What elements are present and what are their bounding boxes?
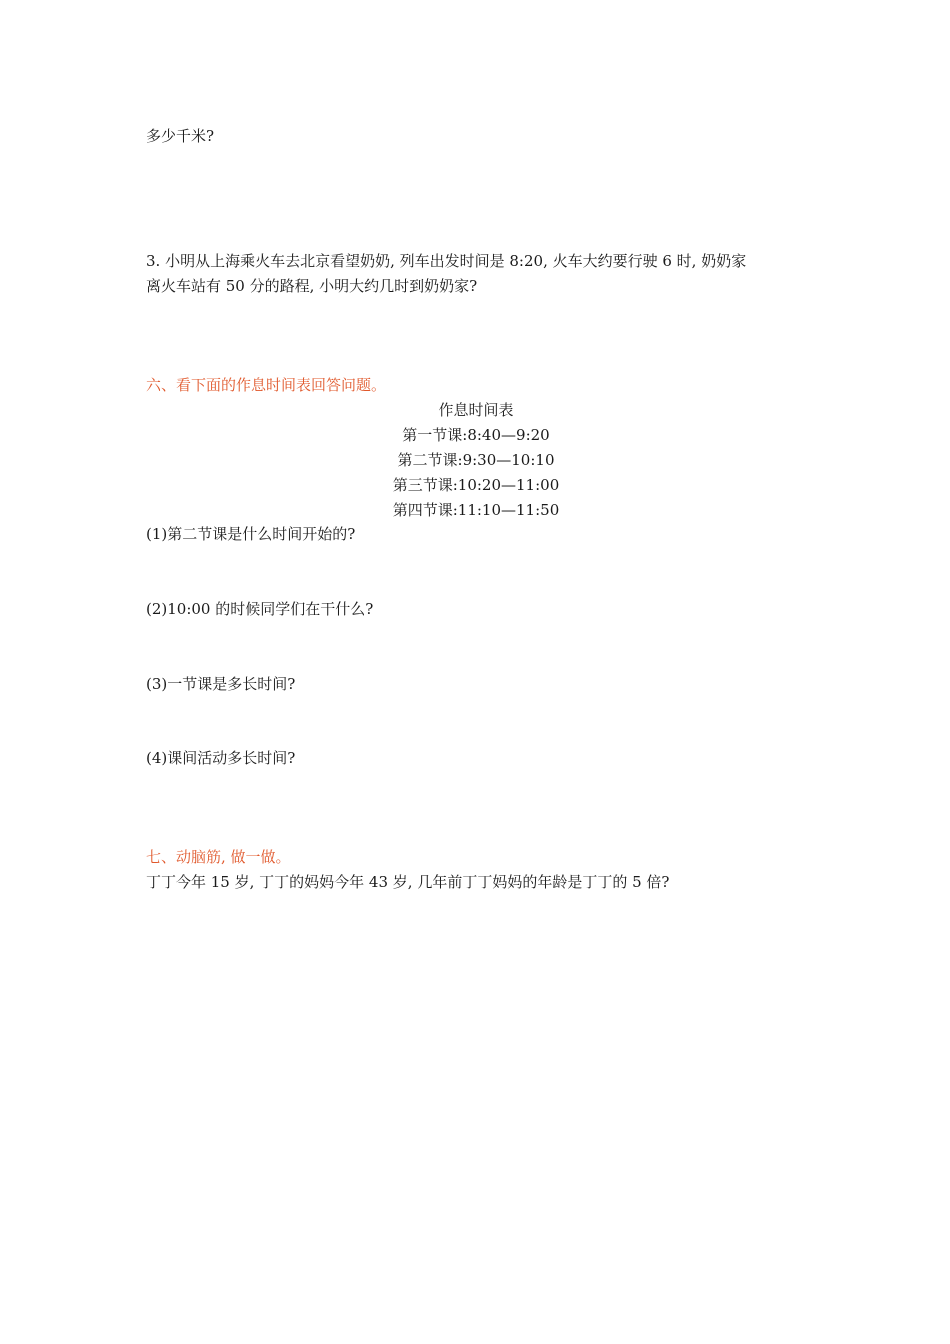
problem-3-line-1: 3. 小明从上海乘火车去北京看望奶奶, 列车出发时间是 8:20, 火车大约要行驶 6 时, 奶奶家	[146, 252, 747, 270]
section-7-heading: 七、动脑筋, 做一做。	[146, 848, 291, 866]
question-2: (2)10:00 的时候同学们在干什么?	[146, 600, 374, 618]
question-3: (3)一节课是多长时间?	[146, 675, 296, 693]
section-7-problem: 丁丁今年 15 岁, 丁丁的妈妈今年 43 岁, 几年前丁丁妈妈的年龄是丁丁的 5 倍?	[146, 873, 670, 891]
timetable-row: 第二节课:9:30—10:10	[397, 451, 555, 469]
question-4: (4)课间活动多长时间?	[146, 749, 296, 767]
problem-3-line-2: 离火车站有 50 分的路程, 小明大约几时到奶奶家?	[146, 277, 478, 295]
timetable-row: 第四节课:11:10—11:50	[392, 501, 560, 519]
timetable-row: 第三节课:10:20—11:00	[392, 476, 560, 494]
section-6-heading: 六、看下面的作息时间表回答问题。	[146, 376, 387, 394]
timetable-title: 作息时间表	[438, 401, 514, 419]
continuation-text: 多少千米?	[146, 127, 215, 145]
timetable-row: 第一节课:8:40—9:20	[402, 426, 550, 444]
question-1: (1)第二节课是什么时间开始的?	[146, 525, 356, 543]
